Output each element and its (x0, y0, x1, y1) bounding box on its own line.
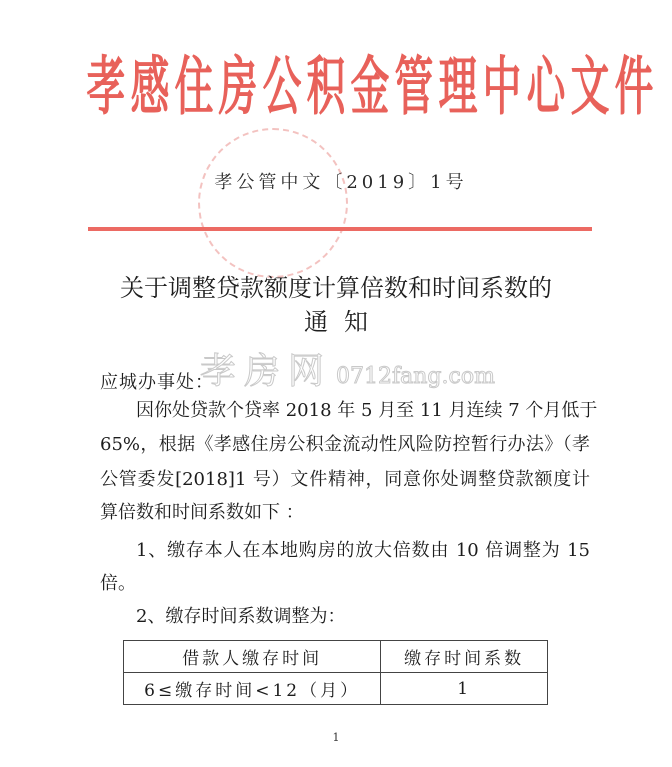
time-coefficient-table (123, 640, 548, 705)
body-paragraph-line: 因你处贷款个贷率 2018 年 5 月至 11 月连续 7 个月低于 (136, 400, 598, 421)
official-seal-stamp (198, 128, 348, 278)
issuing-authority-header (84, 19, 654, 144)
header-char: 房 (218, 50, 258, 125)
table-row (124, 673, 548, 705)
header-char: 心 (526, 50, 566, 125)
notice-title-line1: 关于调整贷款额度计算倍数和时间系数的 (120, 274, 552, 302)
body-paragraph-line: 65%，根据《孝感住房公积金流动性风险防控暂行办法》（孝 (100, 434, 590, 455)
table-header-cell: 借款人缴存时间 (124, 641, 381, 673)
header-char: 理 (438, 50, 478, 125)
watermark-domain-text: 0712fang.com (336, 364, 495, 389)
site-watermark (200, 343, 495, 394)
item-2: 2、缴存时间系数调整为： (136, 606, 346, 627)
page-number: 1 (332, 731, 340, 744)
table-header-cell: 缴存时间系数 (381, 641, 548, 673)
header-char: 感 (130, 50, 170, 125)
header-char: 公 (262, 50, 302, 125)
header-char: 金 (350, 50, 390, 125)
document-number: 孝公管中文〔2019〕1号 (214, 172, 468, 193)
body-paragraph-line: 公管委发[2018]1 号）文件精神，同意你处调整贷款额度计 (100, 469, 590, 490)
body-paragraph-line: 算倍数和时间系数如下 ： (100, 502, 304, 523)
header-char: 积 (306, 50, 346, 125)
header-char: 件 (614, 50, 654, 125)
table-cell: 6≤缴存时间<12（月） (124, 673, 381, 705)
item-1-line1: 1、缴存本人在本地购房的放大倍数由 10 倍调整为 15 (136, 540, 590, 561)
header-char: 孝 (86, 50, 126, 125)
red-header-divider (88, 227, 592, 231)
item-1-line2: 倍。 (100, 573, 136, 594)
header-char: 文 (570, 50, 610, 125)
table-header-row (124, 641, 548, 673)
table-cell: 1 (381, 673, 548, 705)
header-char: 中 (482, 50, 522, 125)
header-char: 管 (394, 50, 434, 125)
notice-title-line2: 通知 (304, 308, 384, 336)
addressee: 应城办事处： (100, 372, 214, 393)
watermark-cn-text: 孝房网 (200, 351, 333, 392)
header-char: 住 (174, 50, 214, 125)
